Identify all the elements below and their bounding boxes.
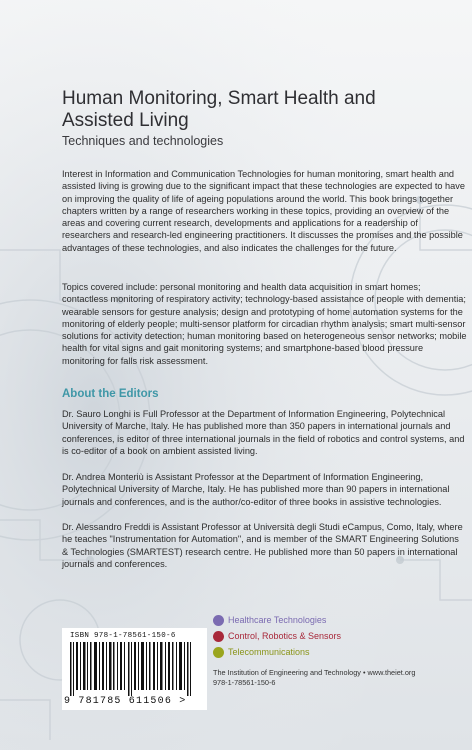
editor-bio: Dr. Andrea Monteriù is Assistant Professor at the Department of Information Engineering, Polytechnical University of Marche, Italy. He has published more than 90 papers in international journals and conferences, and is the author/co-editor of three books in assistive technologies.: [62, 472, 450, 507]
series-dot-icon: [213, 647, 224, 658]
series-list: [213, 612, 341, 660]
series-label: Control, Robotics & Sensors: [228, 631, 342, 641]
publisher-isbn: 978-1-78561-150-6: [213, 678, 276, 687]
series-label: Telecommunications: [228, 647, 310, 657]
blurb-paragraph: Interest in Information and Communication Technologies for human monitoring, smart health and assisted living is growing due to the significant impact that these technologies are expected to have on improving the quality of life of ageing populations around the world. This book brings together chapters written by a range of researchers working in these topics, providing an overview of the areas and covering current research, developments and applications for a readership of researchers and research-led engineering practitioners. It discusses the promises and the possible advantages of these technologies, and also indicates the challenges for the future.: [62, 169, 465, 253]
series-label: Healthcare Technologies: [228, 615, 327, 625]
publisher-line: The Institution of Engineering and Technology • www.theiet.org: [213, 668, 416, 677]
barcode-digits: 9 781785 611506 >: [64, 696, 187, 707]
book-subtitle: Techniques and technologies: [62, 134, 224, 148]
series-dot-icon: [213, 631, 224, 642]
publisher-info: [213, 668, 415, 688]
editor-bio: Dr. Sauro Longhi is Full Professor at the Department of Information Engineering, Polytechnical University of Marche, Italy. He has published more than 350 papers in international journals and conferences, is editor of three international journals in the field of robotics and control systems, and is co-editor of a book on ambient assisted living.: [62, 409, 465, 456]
editor-bio: Dr. Alessandro Freddi is Assistant Professor at Università degli Studi eCampus, Como, Italy, where he teaches "Instrumentation for Automation", and is member of the SMART Engineering Solutions & Technologies (SMARTEST) research centre. He published more than 50 papers in international journals and conferences.: [62, 522, 463, 569]
book-title: Human Monitoring, Smart Health and Assisted Living: [62, 88, 376, 131]
editors-heading: About the Editors: [62, 388, 159, 400]
barcode: [62, 628, 207, 710]
series-item: [213, 644, 341, 660]
series-dot-icon: [213, 615, 224, 626]
isbn-label: ISBN 978-1-78561-150-6: [70, 632, 176, 640]
topics-paragraph: Topics covered include: personal monitoring and health data acquisition in smart homes; contactless monitoring of respiratory activity; technology-based assistance of people with dementia; wearable sensors for gesture analysis; design and prototyping of home automation systems for the monitoring of elderly people; multi-sensor platform for circadian rhythm analysis; smart multi-sensor solutions for activity detection; human monitoring based on heterogeneous sensor networks; mobile health for vital signs and gait monitoring systems; and smartphone-based blood pressure monitoring for falls risk assessment.: [62, 282, 467, 366]
barcode-bars: [70, 642, 200, 696]
series-item: [213, 628, 341, 644]
series-item: [213, 612, 341, 628]
